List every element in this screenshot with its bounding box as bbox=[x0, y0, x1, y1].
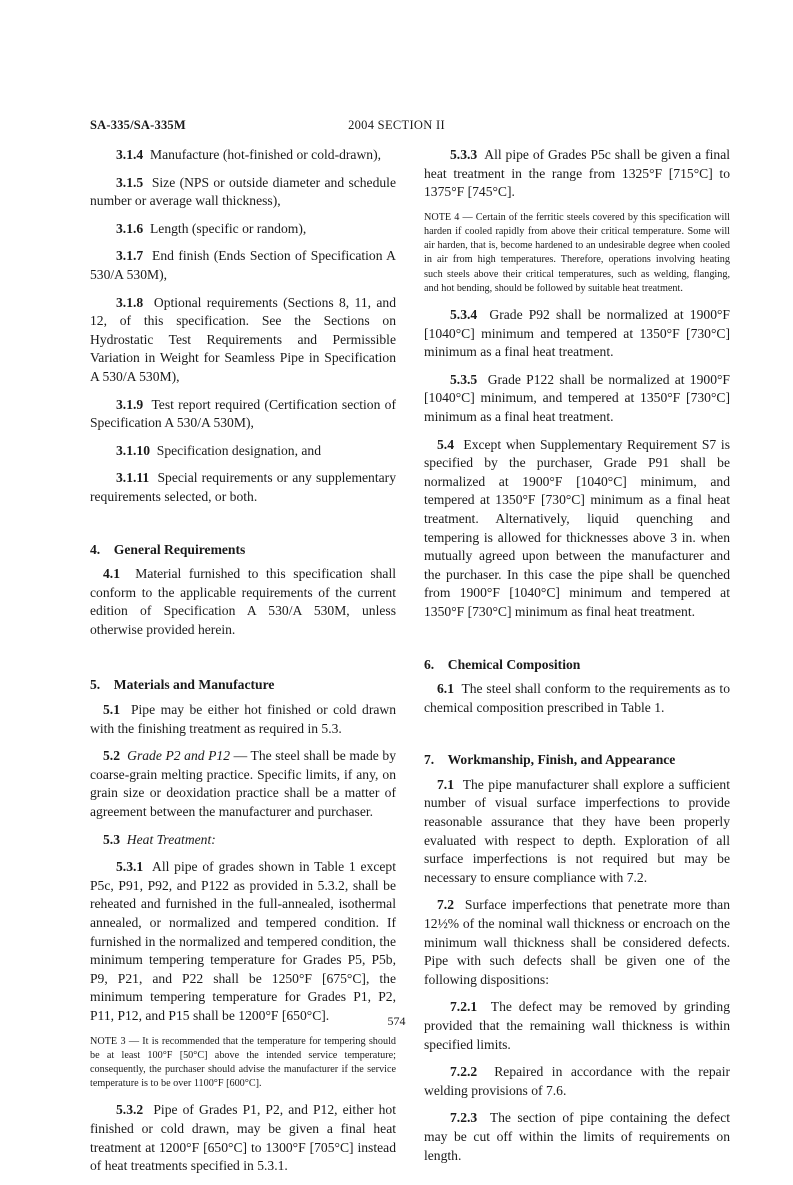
clause-3-1-6: 3.1.6 Length (specific or random), bbox=[116, 220, 307, 236]
clause-7-2: 7.2 Surface imperfections that penetrate more than 12½% of the nominal wall thickness or encroach on the minimum wall thickness shall be considered defects. Pipe with such defects shall be given one of the following dispositions: bbox=[424, 897, 730, 987]
clause-3-1-11: 3.1.11 Special requirements or any supplementary requirements selected, or both. bbox=[90, 470, 396, 504]
clause-3-1-7: 3.1.7 End finish (Ends Section of Specification A 530/A 530M), bbox=[90, 248, 396, 282]
clause-5-3-2: 5.3.2 Pipe of Grades P1, P2, and P12, either hot finished or cold drawn, may be given a final heat treatment at 1200°F [650°C] to 1300°F [705°C] instead of heat treatments specified in 5.3.1. bbox=[90, 1102, 397, 1174]
document-id: SA-335/SA-335M bbox=[90, 118, 186, 132]
clause-5-2: 5.2 Grade P2 and P12 — The steel shall be made by coarse-grain melting practice. Specific limits, if any, on grain size or deoxidation practice shall be a matter of agreement between the manufacturer and purchaser. bbox=[90, 748, 396, 820]
clause-3-1-8: 3.1.8 Optional requirements (Sections 8, 11, and 12, of this specification. See the Sections on Hydrostatic Test Requirements and Permissible Variation in Weight for Seamless Pipe in Specification A 530/A 530M), bbox=[90, 294, 397, 384]
clause-4-1: 4.1 Material furnished to this specification shall conform to the applicable requirements of the current edition of Specification A 530/A 530M, unless otherwise provided herein. bbox=[90, 566, 397, 637]
clause-7-2-2: 7.2.2 Repaired in accordance with the repair welding provisions of 7.6. bbox=[424, 1064, 731, 1098]
clause-5-3-1: 5.3.1 All pipe of grades shown in Table 1 except P5c, P91, P92, and P122 as provided in 5.3.2, shall be reheated and furnished in the full-annealed, isothermal annealed, or normalized and tempered condition. If furnished in the normalized and tempered condition, the minimum tempering temperature for Grades P5, P5b, P9, P21, and P22 shall be 1250°F [675°C], the minimum tempering temperature for Grades P1, P2, P11, P12, and P15 shall be 1200°F [650°C]. bbox=[90, 859, 396, 1023]
clause-5-3-5: 5.3.5 Grade P122 shall be normalized at 1900°F [1040°C] minimum, and tempered at 1350°F [730°C] minimum as a final heat treatment. bbox=[424, 371, 730, 424]
section-6-heading: 6. Chemical Composition bbox=[424, 656, 581, 672]
clause-3-1-9: 3.1.9 Test report required (Certification section of Specification A 530/A 530M), bbox=[90, 396, 396, 431]
clause-5-1: 5.1 Pipe may be either hot finished or cold drawn with the finishing treatment as required in 5.3. bbox=[90, 702, 397, 736]
clause-5-3-4: 5.3.4 Grade P92 shall be normalized at 1900°F [1040°C] minimum and tempered at 1350°F [730°C] minimum as a final heat treatment. bbox=[424, 307, 730, 360]
page-number: 574 bbox=[387, 1014, 406, 1028]
clause-5-4: 5.4 Except when Supplementary Requirement S7 is specified by the purchaser, Grade P91 shall be normalized at 1900°F [1040°C] minimum, and tempered at 1350°F [730°C] minimum as a final heat treatment. Alternatively, liquid quenching and tempering is allowed for thicknesses above 3 in. when mutually agreed upon between the manufacturer and the purchaser. In this case the pipe shall be quenched from 1900°F [1040°C] minimum and tempered at 1350°F [730°C] minimum as final heat treatment. bbox=[424, 436, 730, 619]
clause-7-2-1: 7.2.1 The defect may be removed by grinding provided that the remaining wall thickness is within specified limits. bbox=[424, 999, 730, 1052]
note-3: NOTE 3 — It is recommended that the temperature for tempering should be at least 100°F [50°C] above the intended service temperature; consequently, the purchaser should advise the manufacturer if the service temperature is to be over 1100°F [600°C]. bbox=[90, 1035, 396, 1090]
section-header: 2004 SECTION II bbox=[348, 118, 445, 132]
section-5-heading: 5. Materials and Manufacture bbox=[90, 677, 275, 693]
clause-7-2-3: 7.2.3 The section of pipe containing the defect may be cut off within the limits of requirements on length. bbox=[424, 1110, 730, 1163]
clause-3-1-4: 3.1.4 Manufacture (hot-finished or cold-drawn), bbox=[116, 147, 381, 162]
note-4: NOTE 4 — Certain of the ferritic steels covered by this specification will harden if cooled rapidly from above their critical temperature. Some will air harden, that is, become hardened to an undesirable degree when cooled in air from high temperatures. Therefore, operations involving heating such steels above their critical temperatures, such as welding, flanging, and hot bending, should be followed by suitable heat treatment. bbox=[424, 211, 730, 294]
clause-3-1-10: 3.1.10 Specification designation, and bbox=[116, 442, 321, 458]
clause-3-1-5: 3.1.5 Size (NPS or outside diameter and schedule number or average wall thickness), bbox=[90, 174, 396, 209]
clause-7-1: 7.1 The pipe manufacturer shall explore a sufficient number of visual surface imperfections to provide reasonable assurance that they have been properly evaluated with respect to depth. Exploration of all surface imperfections is not required but may be necessary to ensure compliance with 7.2. bbox=[424, 776, 730, 885]
section-7-heading: 7. Workmanship, Finish, and Appearance bbox=[424, 752, 676, 768]
clause-5-3-3: 5.3.3 All pipe of Grades P5c shall be given a final heat treatment in the range from 1325°F [715°C] to 1375°F [745°C]. bbox=[424, 147, 730, 200]
section-4-heading: 4. General Requirements bbox=[90, 541, 246, 557]
clause-5-3: 5.3 Heat Treatment: bbox=[103, 831, 216, 847]
clause-6-1: 6.1 The steel shall conform to the requirements as to chemical composition prescribed in Table 1. bbox=[424, 681, 731, 715]
